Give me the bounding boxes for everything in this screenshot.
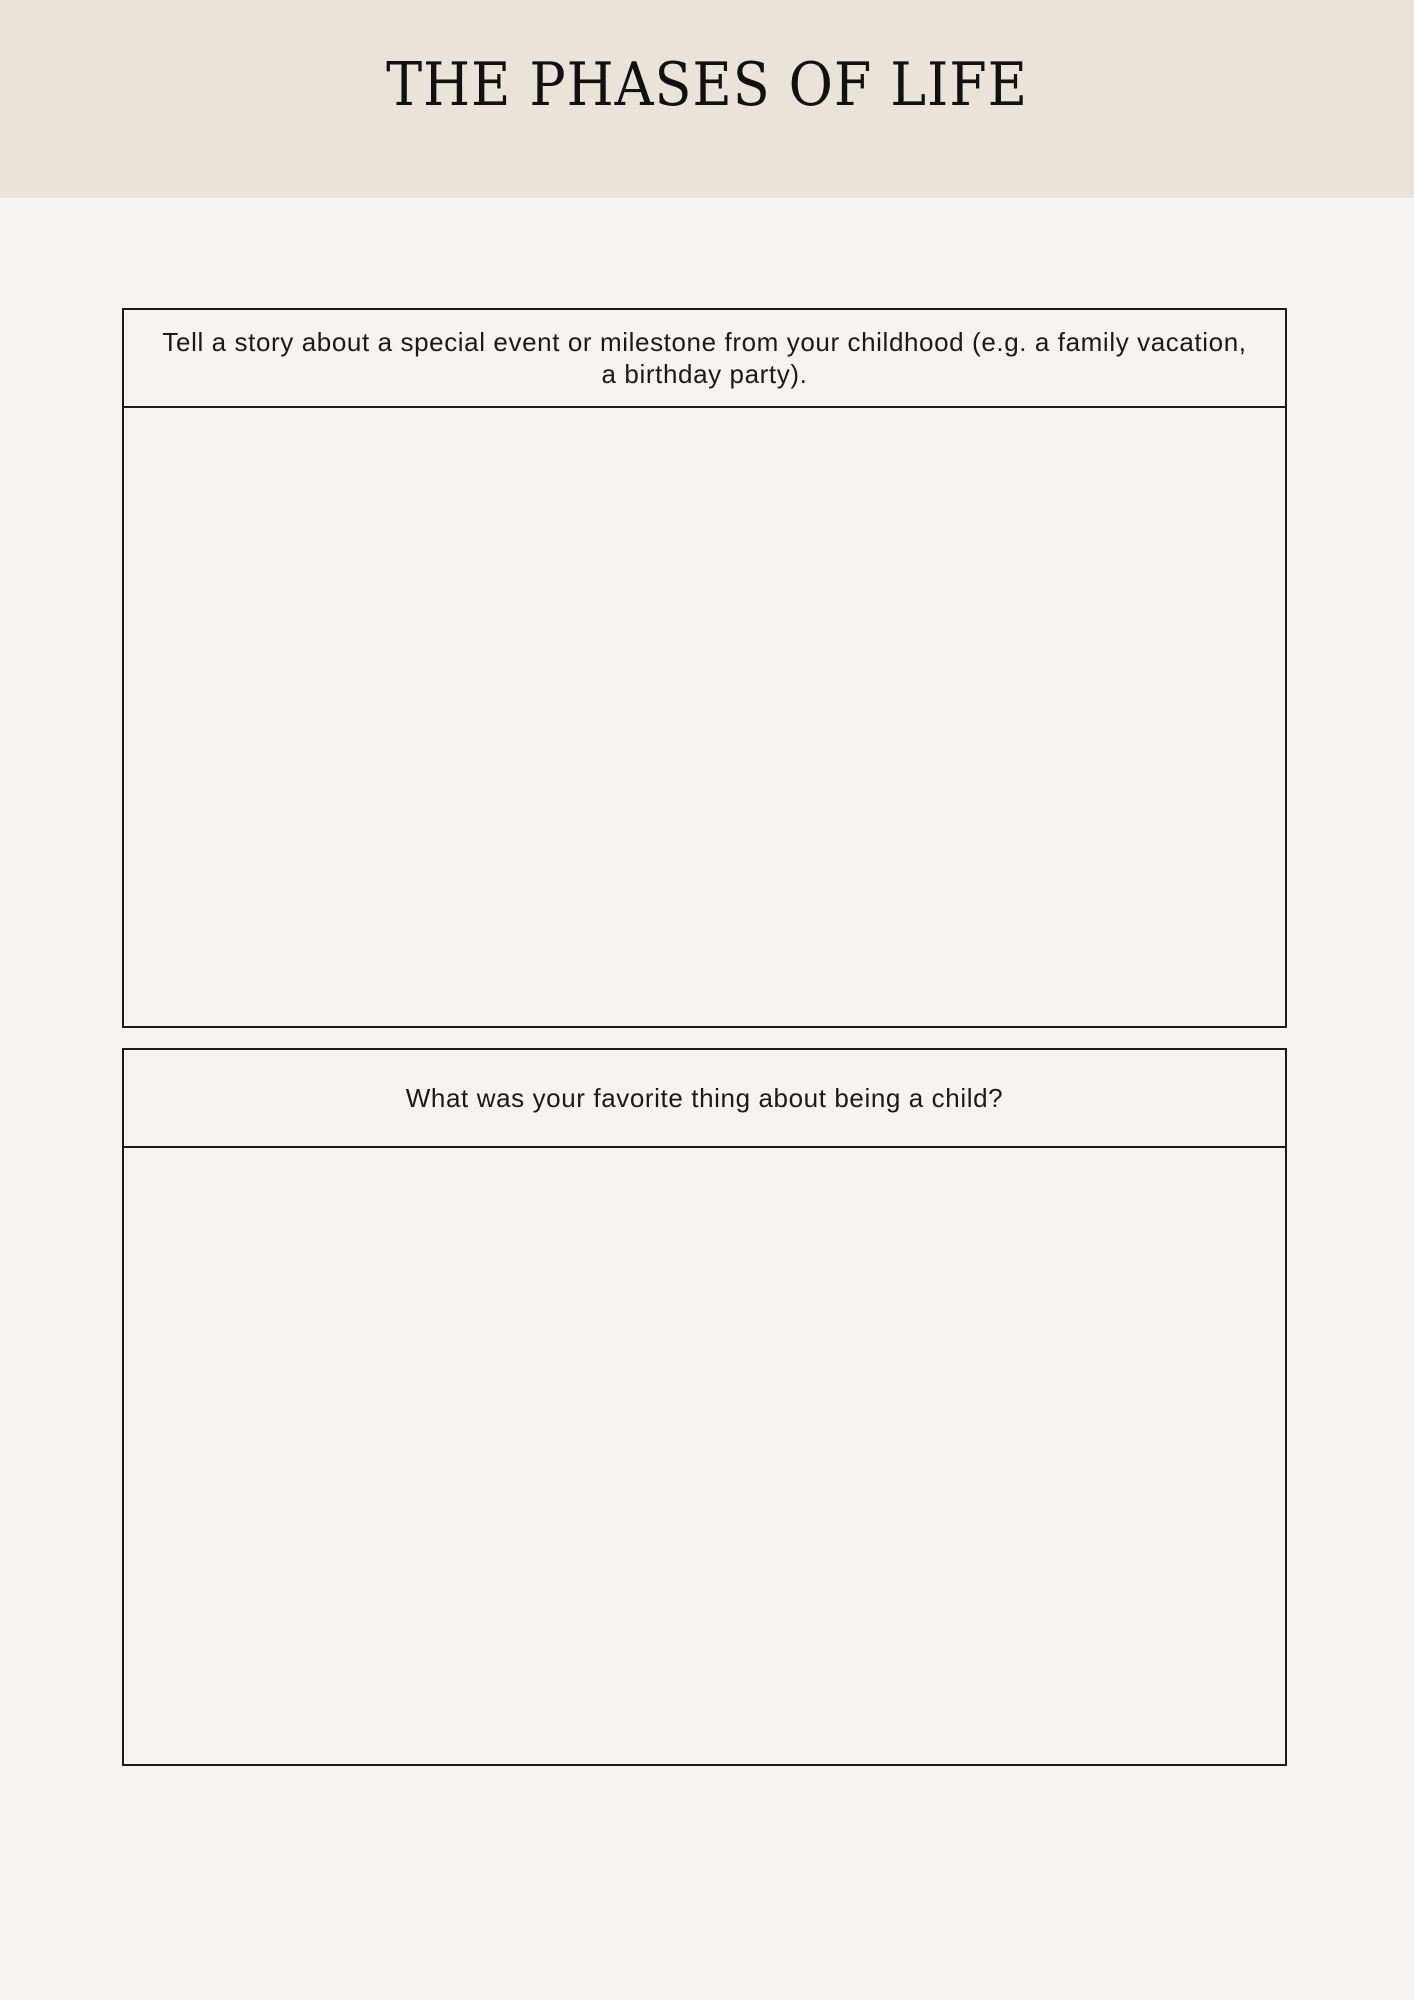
prompt-question-2: What was your favorite thing about being a child? (405, 1083, 1004, 1113)
prompt-header-2 (124, 1050, 1285, 1148)
prompt-box-2 (122, 1048, 1287, 1766)
answer-area-1[interactable] (124, 408, 1285, 1026)
prompt-box-1 (122, 308, 1287, 1028)
prompt-question-1: Tell a story about a special event or milestone from your childhood (e.g. a family vacation, a birthday party). (162, 327, 1247, 389)
answer-area-2[interactable] (124, 1148, 1285, 1764)
prompt-header-1 (124, 310, 1285, 408)
page-title: THE PHASES OF LIFE (386, 50, 1028, 120)
